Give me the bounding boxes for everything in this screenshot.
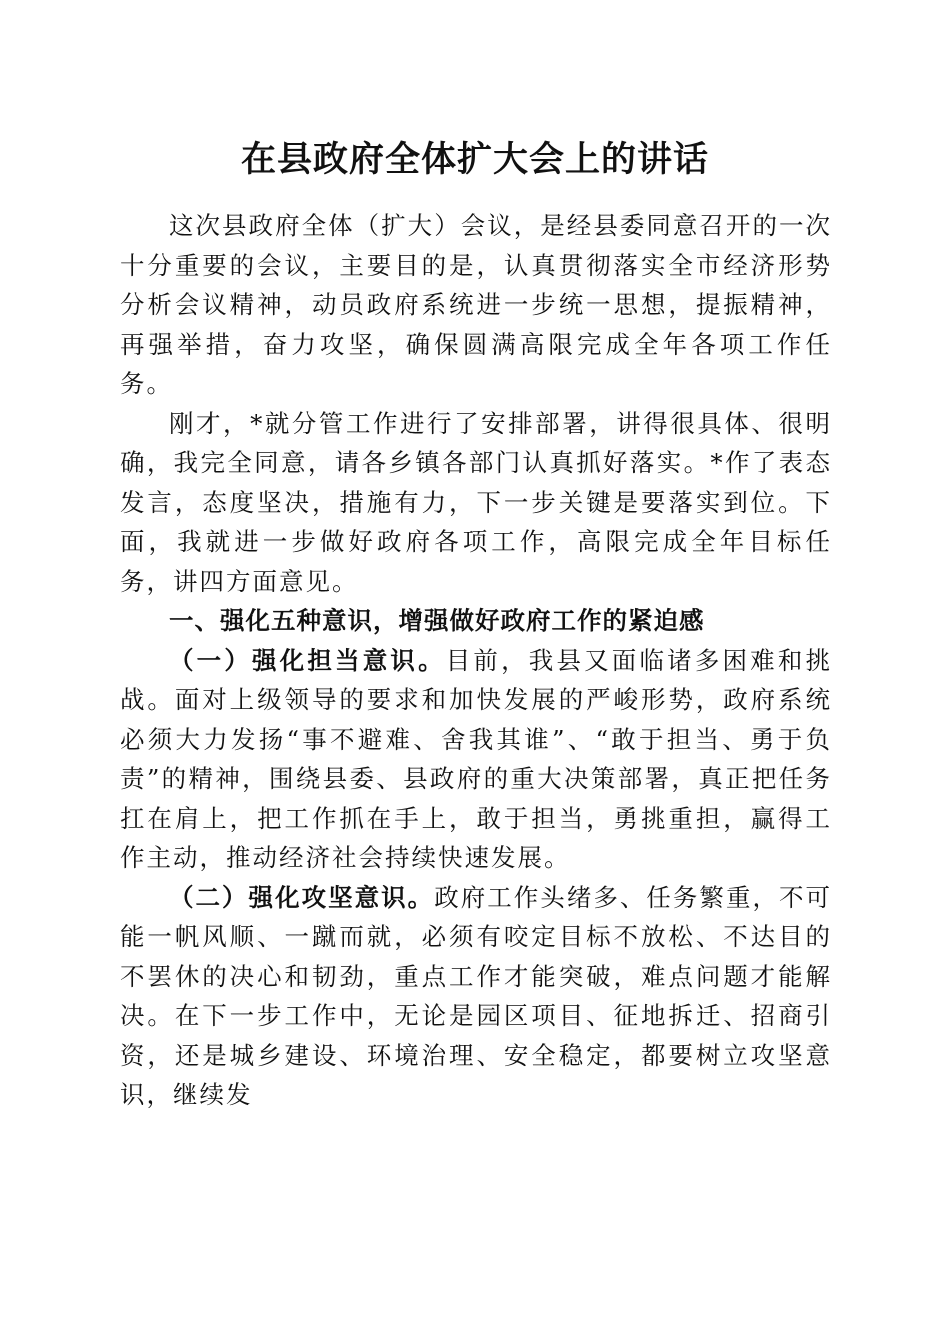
item-2-lead: （二）强化攻坚意识。 [169,882,435,912]
item-2-text: 政府工作头绪多、任务繁重，不可能一帆风顺、一蹴而就，必须有咬定目标不放松、不达目的不罢休的决心和韧劲，重点工作才能突破，难点问题才能解决。在下一步工作中，无论是园区项目、征地拆迁、招商引资，还是城乡建设、环境治理、安全稳定，都要树立攻坚意识，继续发 [120,882,833,1109]
paragraph-item-1 [120,641,832,878]
paragraph-item-2 [120,878,832,1115]
document-body [120,206,832,1115]
section-heading: 一、强化五种意识，增强做好政府工作的紧迫感 [169,606,705,635]
item-1-text: 目前，我县又面临诸多困难和挑战。面对上级领导的要求和加快发展的严峻形势，政府系统必须大力发扬“事不避难、舍我其谁”、“敢于担当、勇于负责”的精神，围绕县委、县政府的重大决策部署，真正把任务扛在肩上，把工作抓在手上，敢于担当，勇挑重担，赢得工作主动，推动经济社会持续快速发展。 [120,645,833,872]
paragraph-remarks: 刚才，*就分管工作进行了安排部署，讲得很具体、很明确，我完全同意，请各乡镇各部门认真抓好落实。*作了表态发言，态度坚决，措施有力，下一步关键是要落实到位。下面，我就进一步做好政府各项工作，高限完成全年目标任务，讲四方面意见。 [120,408,832,596]
item-1-lead: （一）强化担当意识。 [169,645,446,675]
paragraph-intro: 这次县政府全体（扩大）会议，是经县委同意召开的一次十分重要的会议，主要目的是，认真贯彻落实全市经济形势分析会议精神，动员政府系统进一步统一思想，提振精神，再强举措，奋力攻坚，确保圆满高限完成全年各项工作任务。 [120,211,832,398]
document-title: 在县政府全体扩大会上的讲话 [240,139,709,180]
